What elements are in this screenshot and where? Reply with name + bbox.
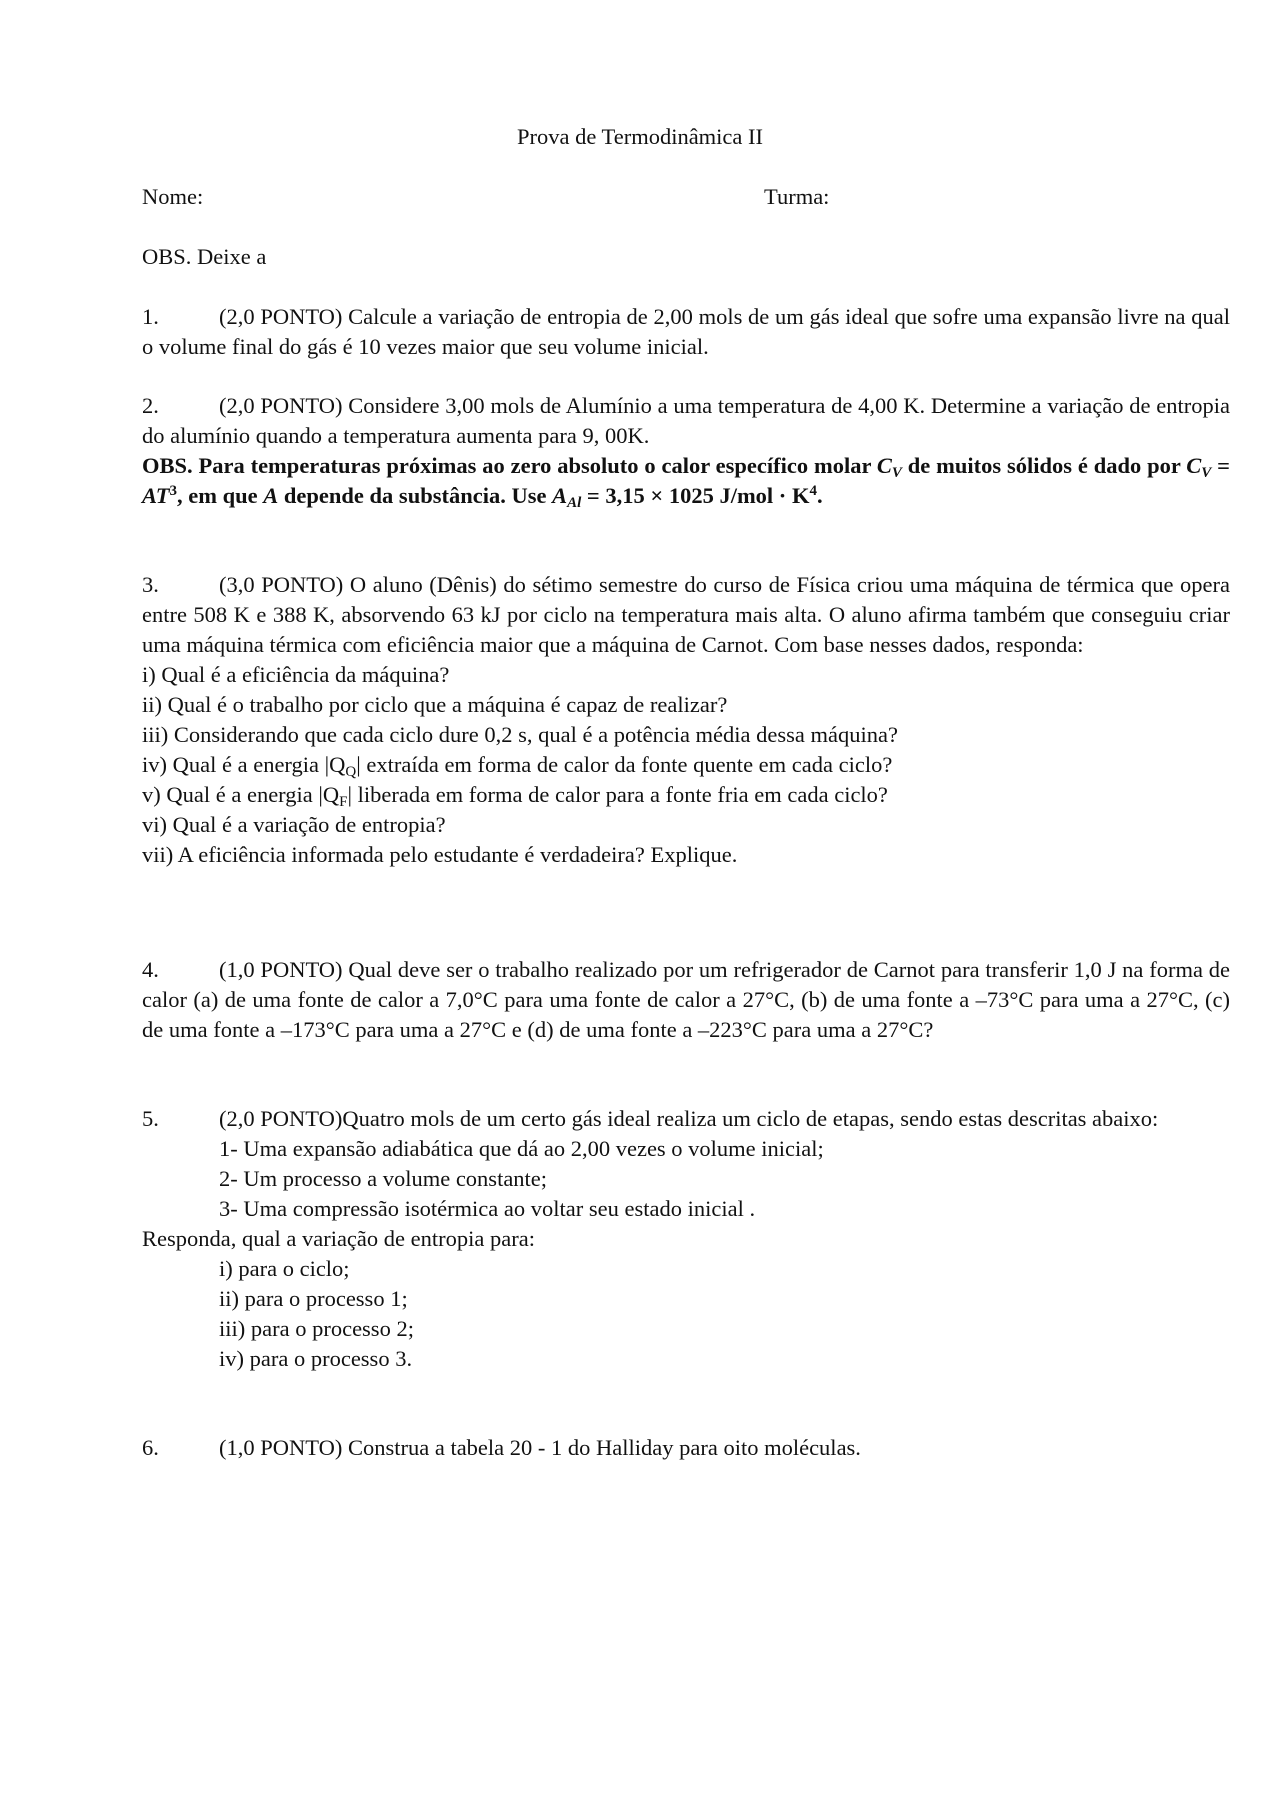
question-6	[142, 1433, 1230, 1463]
question-3-item-vii: vii) A eficiência informada pelo estudante é verdadeira? Explique.	[142, 842, 738, 867]
question-5-step-3: 3- Uma compressão isotérmica ao voltar seu estado inicial .	[219, 1196, 756, 1221]
question-5-number: 5.	[142, 1106, 159, 1131]
question-5-step-2: 2- Um processo a volume constante;	[219, 1166, 548, 1191]
question-3-number: 3.	[142, 572, 159, 597]
top-note: OBS. Deixe a	[142, 244, 267, 269]
question-1-text: 1. (2,0 PONTO) Calcule a variação de entropia de 2,00 mols de um gás ideal que sofre uma expansão livre na qual o volume final do gás é 10 vezes maior que seu volume inicial.	[142, 304, 1230, 359]
question-3-item-iv: iv) Qual é a energia $|Q_Q|$ extraída em forma de calor da fonte quente em cada ciclo?	[142, 752, 893, 780]
question-3-text: 3. (3,0 PONTO) O aluno (Dênis) do sétimo semestre do curso de Física criou uma máquina de térmica que opera entre 508 K e 388 K, absorvendo 63 kJ por ciclo na temperatura mais alta. O aluno afirma também que conseguiu criar uma máquina térmica com eficiência maior que a máquina de Carnot. Com base nesses dados, responda:	[142, 572, 1230, 657]
question-4-number: 4.	[142, 957, 159, 982]
name-label: Nome:	[142, 184, 204, 209]
question-2-number: 2.	[142, 393, 159, 418]
question-3-item-ii: ii) Qual é o trabalho por ciclo que a máquina é capaz de realizar?	[142, 692, 728, 717]
question-2-text: 2. (2,0 PONTO) Considere 3,00 mols de Alumínio a uma temperatura de 4,00 K. Determine a variação de entropia do alumínio quando a temperatura aumenta para 9, 00K.	[142, 393, 1230, 448]
question-5-item-iv: iv) para o processo 3.	[219, 1346, 413, 1371]
question-1	[142, 302, 1230, 362]
question-3-item-i: i) Qual é a eficiência da máquina?	[142, 662, 450, 687]
question-1-number: 1.	[142, 304, 159, 329]
question-5-item-ii: ii) para o processo 1;	[219, 1286, 408, 1311]
exam-title: Prova de Termodinâmica II	[516, 124, 764, 149]
question-6-text: 6. (1,0 PONTO) Construa a tabela 20 - 1 do Halliday para oito moléculas.	[142, 1433, 1230, 1463]
question-4-text: 4. (1,0 PONTO) Qual deve ser o trabalho realizado por um refrigerador de Carnot para transferir 1,0 J na forma de calor (a) de uma fonte de calor a 7,0°C para uma fonte de calor a 27°C, (b) de uma fonte a –73°C para uma a 27°C, (c) de uma fonte a –173°C para uma a 27°C e (d) de uma fonte a –223°C para uma a 27°C?	[142, 957, 1230, 1042]
question-5	[142, 1104, 1230, 1374]
question-2-note: OBS. Para temperaturas próximas ao zero absoluto o calor específico molar $C_V$ de muitos sólidos é dado por $C_V = AT^3$, em que A depende da substância. Use $A_{Al} = 3,15 \times 1025$ $J/mol \cdot K^4$.	[142, 453, 1230, 511]
question-5-step-1: 1- Uma expansão adiabática que dá ao 2,00 vezes o volume inicial;	[219, 1136, 824, 1161]
question-3-item-v: v) Qual é a energia $|Q_F|$ liberada em forma de calor para a fonte fria em cada ciclo?	[142, 782, 888, 810]
question-2	[142, 391, 1230, 511]
question-3-item-iii: iii) Considerando que cada ciclo dure 0,2 s, qual é a potência média dessa máquina?	[142, 722, 898, 747]
question-3	[142, 570, 1230, 870]
question-5-prompt: Responda, qual a variação de entropia para:	[142, 1226, 535, 1251]
question-3-item-vi: vi) Qual é a variação de entropia?	[142, 812, 446, 837]
question-5-item-iii: iii) para o processo 2;	[219, 1316, 414, 1341]
question-4	[142, 955, 1230, 1045]
question-6-number: 6.	[142, 1435, 159, 1460]
class-label: Turma:	[764, 184, 830, 209]
question-5-item-i: i) para o ciclo;	[219, 1256, 350, 1281]
question-5-text: 5. (2,0 PONTO)Quatro mols de um certo gás ideal realiza um ciclo de etapas, sendo estas descritas abaixo:	[142, 1104, 1230, 1134]
